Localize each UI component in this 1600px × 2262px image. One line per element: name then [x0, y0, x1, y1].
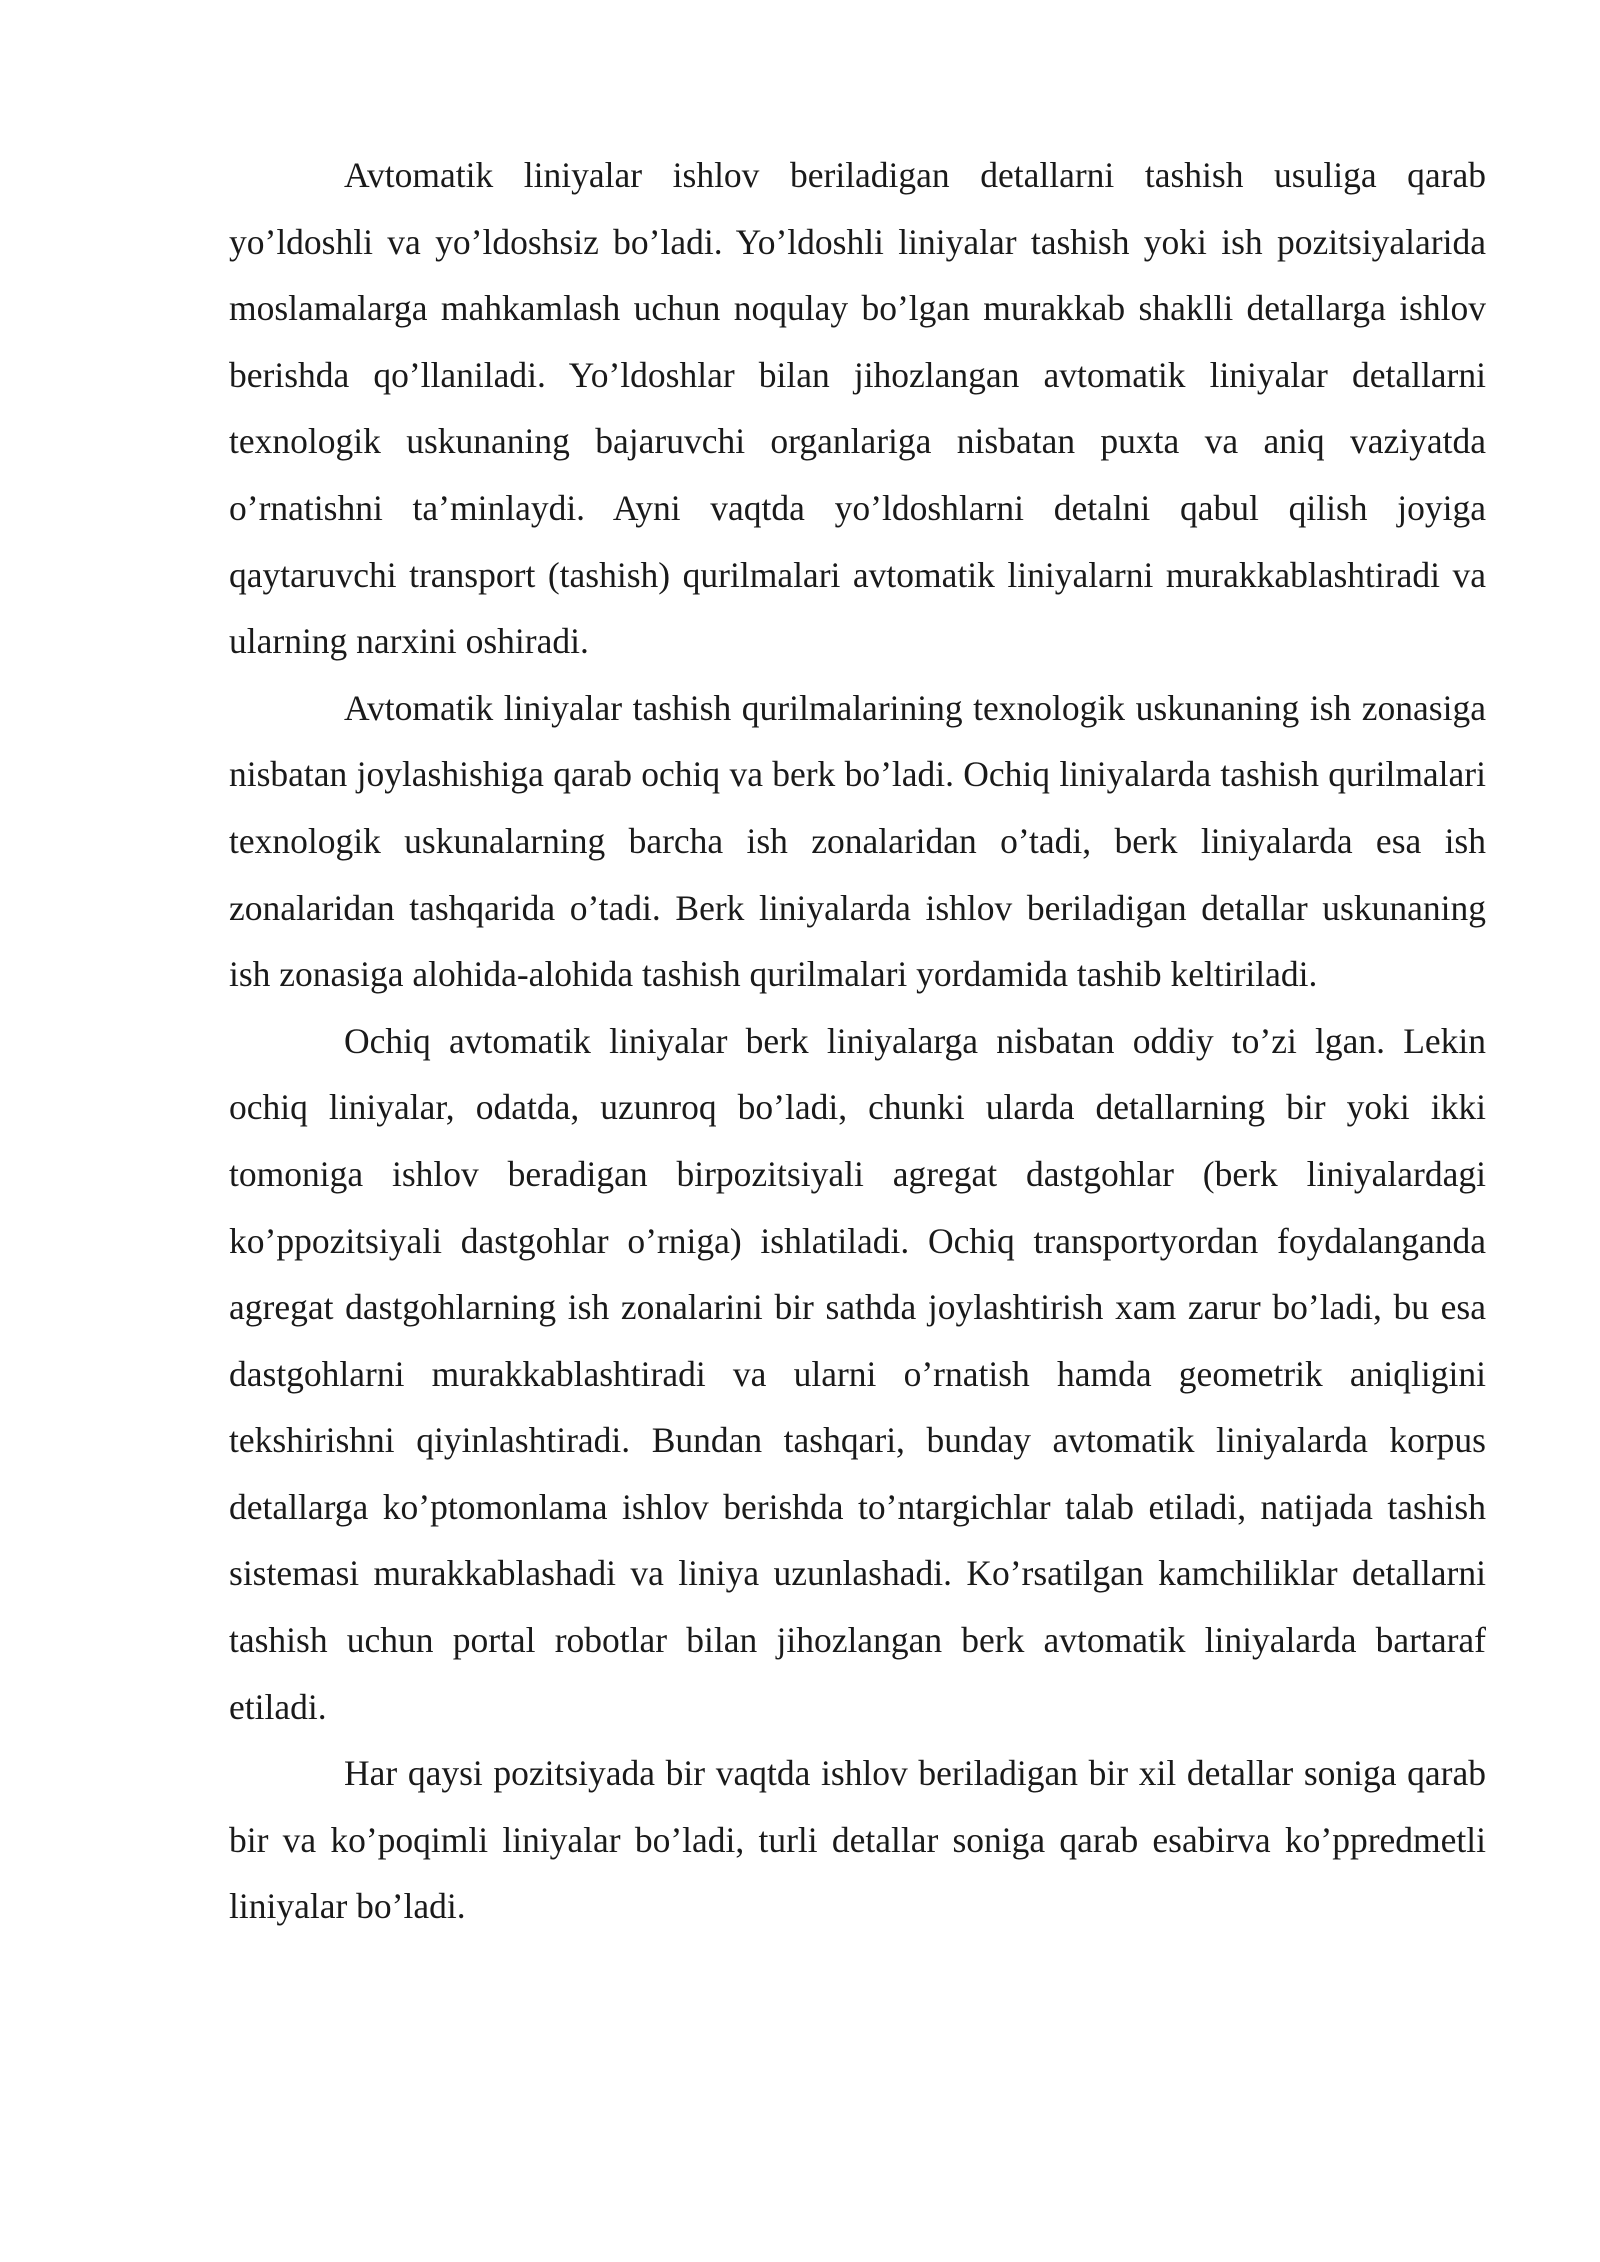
document-body [229, 142, 1486, 1940]
paragraph: Ochiq avtomatik liniyalar berk liniyalarga nisbatan oddiy to’zi lgan. Lekin ochiq liniyalar, odatda, uzunroq bo’ladi, chunki ularda detallarning bir yoki ikki tomoniga ishlov beradigan birpozitsiyali agregat dastgohlar (berk liniyalardagi ko’ppozitsiyali dastgohlar o’rniga) ishlatiladi. Ochiq transportyordan foydalanganda agregat dastgohlarning ish zonalarini bir sathda joylashtirish xam zarur bo’ladi, bu esa dastgohlarni murakkablashtiradi va ularni o’rnatish hamda geometrik aniqligini tekshirishni qiyinlashtiradi. Bundan tashqari, bunday avtomatik liniyalarda korpus detallarga ko’ptomonlama ishlov berishda to’ntargichlar talab etiladi, natijada tashish sistemasi murakkablashadi va liniya uzunlashadi. Ko’rsatilgan kamchiliklar detallarni tashish uchun portal robotlar bilan jihozlangan berk avtomatik liniyalarda bartaraf etiladi. [229, 1020, 1486, 1727]
paragraph: Avtomatik liniyalar ishlov beriladigan detallarni tashish usuliga qarab yo’ldoshli va yo’ldoshsiz bo’ladi. Yo’ldoshli liniyalar tashish yoki ish pozitsiyalarida moslamalarga mahkamlash uchun noqulay bo’lgan murakkab shaklli detallarga ishlov berishda qo’llaniladi. Yo’ldoshlar bilan jihozlangan avtomatik liniyalar detallarni texnologik uskunaning bajaruvchi organlariga nisbatan puxta va aniq vaziyatda o’rnatishni ta’minlaydi. Ayni vaqtda yo’ldoshlarni detalni qabul qilish joyiga qaytaruvchi transport (tashish) qurilmalari avtomatik liniyalarni murakkablashtiradi va ularning narxini oshiradi. [229, 155, 1486, 662]
paragraph: Har qaysi pozitsiyada bir vaqtda ishlov beriladigan bir xil detallar soniga qarab bir va ko’poqimli liniyalar bo’ladi, turli detallar soniga qarab esabirva ko’ppredmetli liniyalar bo’ladi. [229, 1753, 1486, 1927]
paragraph: Avtomatik liniyalar tashish qurilmalarining texnologik uskunaning ish zonasiga nisbatan joylashishiga qarab ochiq va berk bo’ladi. Ochiq liniyalarda tashish qurilmalari texnologik uskunalarning barcha ish zonalaridan o’tadi, berk liniyalarda esa ish zonalaridan tashqarida o’tadi. Berk liniyalarda ishlov beriladigan detallar uskunaning ish zonasiga alohida-alohida tashish qurilmalari yordamida tashib keltiriladi. [229, 687, 1486, 995]
